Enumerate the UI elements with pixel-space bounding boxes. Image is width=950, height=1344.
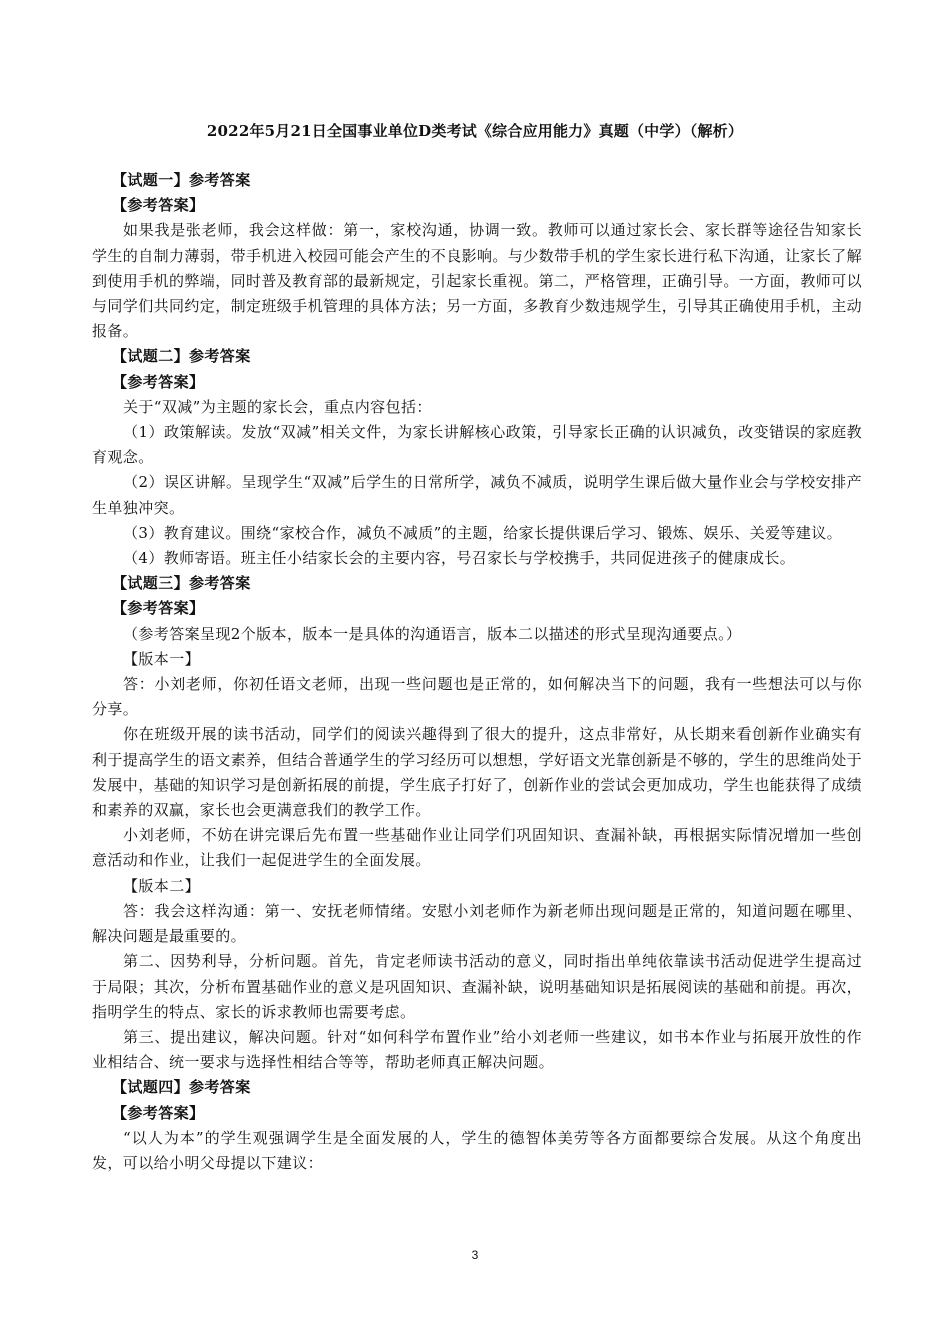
q1-answer-label: 【参考答案】: [112, 196, 205, 215]
q2-item-1: （1）政策解读。发放“双减”相关文件，为家长讲解核心政策，引导家长正确的认识减负，改变错误的家庭教育观念。: [92, 423, 862, 467]
q1-heading: 【试题一】参考答案: [112, 171, 251, 189]
document-body: [92, 168, 862, 1176]
q3-heading: 【试题三】参考答案: [112, 574, 251, 593]
q4-answer-label: 【参考答案】: [112, 1103, 205, 1122]
q3-version-2-paragraph-2: 第二、因势利导，分析问题。首先，肯定老师读书活动的意义，同时指出单纯依靠读书活动促进学生提高过于局限；其次，分析布置基础作业的意义是巩固知识、查漏补缺，说明基础知识是拓展阅读的基础和前提。再次，指明学生的特点、家长的诉求教师也需要考虑。: [92, 952, 863, 1021]
q3-version-2-paragraph-1: 答：我会这样沟通：第一、安抚老师情绪。安慰小刘老师作为新老师出现问题是正常的，知道问题在哪里、解决问题是最重要的。: [92, 901, 862, 946]
q1-paragraph: 如果我是张老师，我会这样做：第一，家校沟通，协调一致。教师可以通过家长会、家长群等途径告知家长学生的自制力薄弱，带手机进入校园可能会产生的不良影响。与少数带手机的学生家长进行私下沟通，让家长了解到使用手机的弊端，同时普及教育部的最新规定，引起家长重视。第二，严格管理，正确引导。一方面，教师可以与同学们共同约定，制定班级手机管理的具体方法；另一方面，多教育少数违规学生，引导其正确使用手机，主动报备。: [92, 221, 863, 341]
q3-version-1-paragraph-2: 你在班级开展的读书活动，同学们的阅读兴趣得到了很大的提升，这点非常好，从长期来看创新作业确实有利于提高学生的语文素养，但结合普通学生的学习经历可以想想，学好语文光靠创新是不够的，学生的思维尚处于发展中，基础的知识学习是创新拓展的前提，学生底子打好了，创新作业的尝试会更加成功，学生也能获得了成绩和素养的双赢，家长也会更满意我们的教学工作。: [92, 725, 863, 820]
q3-version-2-label: 【版本二】: [123, 876, 201, 895]
q2-intro: 关于“双减”为主题的家长会，重点内容包括：: [123, 397, 432, 416]
page-number: 3: [471, 1248, 479, 1262]
q2-item-3: （3）教育建议。围绕“家校合作，减负不减质”的主题，给家长提供课后学习、锻炼、娱乐、关爱等建议。: [123, 523, 843, 542]
q3-version-1-paragraph-3: 小刘老师，不妨在讲完课后先布置一些基础作业让同学们巩固知识、查漏补缺，再根据实际情况增加一些创意活动和作业，让我们一起促进学生的全面发展。: [92, 826, 862, 870]
q2-answer-label: 【参考答案】: [112, 372, 205, 391]
q3-version-2-paragraph-3: 第三、提出建议，解决问题。针对“如何科学布置作业”给小刘老师一些建议，如书本作业与拓展开放性的作业相结合、统一要求与选择性相结合等等，帮助老师真正解决问题。: [92, 1027, 862, 1072]
q2-heading: 【试题二】参考答案: [112, 347, 251, 366]
q3-note: （参考答案呈现2个版本，版本一是具体的沟通语言，版本二以描述的形式呈现沟通要点。）: [123, 624, 742, 643]
q4-paragraph: “以人为本”的学生观强调学生是全面发展的人，学生的德智体美劳等各方面都要综合发展。从这个角度出发，可以给小明父母提以下建议：: [92, 1128, 862, 1172]
q2-item-2: （2）误区讲解。呈现学生“双减”后学生的日常所学，减负不减质，说明学生课后做大量作业会与学校安排产生单独冲突。: [92, 473, 862, 517]
q3-version-1-label: 【版本一】: [123, 649, 201, 668]
document-title: 2022年5月21日全国事业单位D类考试《综合应用能力》真题（中学）（解析）: [206, 122, 744, 140]
q3-version-1-paragraph-1: 答：小刘老师，你初任语文老师，出现一些问题也是正常的，如何解决当下的问题，我有一些想法可以与你分享。: [92, 675, 862, 719]
q3-answer-label: 【参考答案】: [112, 599, 205, 618]
q2-item-4: （4）教师寄语。班主任小结家长会的主要内容，号召家长与学校携手，共同促进孩子的健康成长。: [123, 549, 796, 568]
q4-heading: 【试题四】参考答案: [112, 1078, 251, 1097]
